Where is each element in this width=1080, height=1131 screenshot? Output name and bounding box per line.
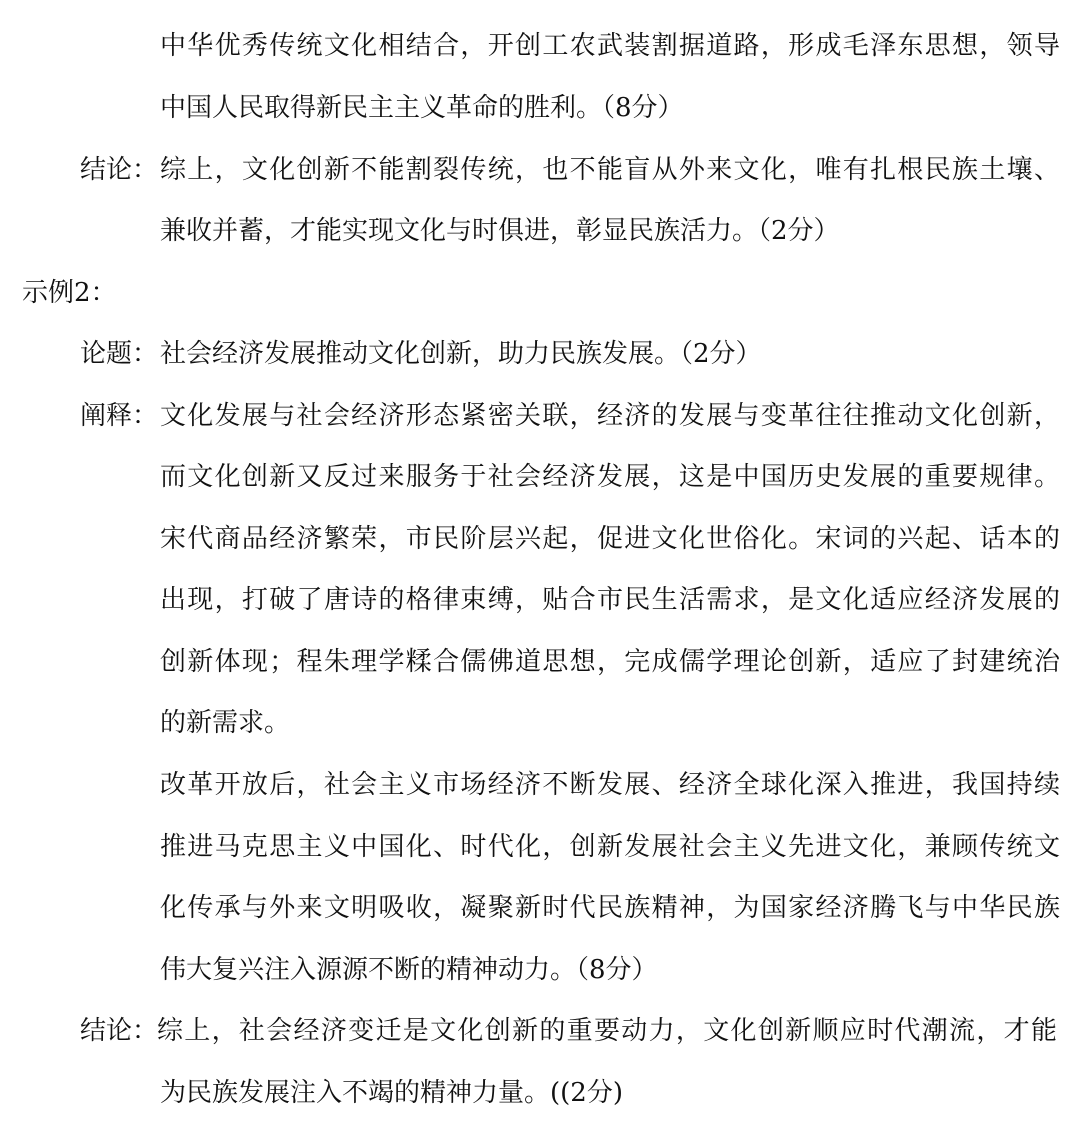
explain-text: 而文化创新又反过来服务于社会经济发展，这是中国历史发展的重要规律。 xyxy=(160,462,1060,492)
explain-label: 阐释： xyxy=(80,401,159,431)
explain-text: 伟大复兴注入源源不断的精神动力。（8分） xyxy=(160,955,658,985)
conclusion-text: 综上，社会经济变迁是文化创新的重要动力，文化创新顺应时代潮流，才能 xyxy=(157,1016,1057,1046)
explain-text: 的新需求。 xyxy=(160,708,291,738)
explain-text: 改革开放后，社会主义市场经济不断发展、经济全球化深入推进，我国持续 xyxy=(160,770,1060,800)
explain-text: 宋代商品经济繁荣，市民阶层兴起，促进文化世俗化。宋词的兴起、话本的 xyxy=(160,524,1060,554)
explain-text: 推进马克思主义中国化、时代化，创新发展社会主义先进文化，兼顾传统文 xyxy=(160,832,1060,862)
explain-text: 化传承与外来文明吸收，凝聚新时代民族精神，为国家经济腾飞与中华民族 xyxy=(160,893,1060,923)
example-heading: 示例2： xyxy=(22,278,117,308)
topic-text: 社会经济发展推动文化创新，助力民族发展。（2分） xyxy=(160,339,762,369)
explain-text: 文化发展与社会经济形态紧密关联，经济的发展与变革往往推动文化创新， xyxy=(160,401,1060,431)
conclusion-text: 为民族发展注入不竭的精神力量。((2分) xyxy=(160,1078,623,1108)
conclusion-text: 兼收并蓄，才能实现文化与时俱进，彰显民族活力。（2分） xyxy=(160,216,840,246)
argument-text: 中华优秀传统文化相结合，开创工农武装割据道路，形成毛泽东思想，领导 xyxy=(160,31,1060,61)
explain-text: 出现，打破了唐诗的格律束缚，贴合市民生活需求，是文化适应经济发展的 xyxy=(160,585,1060,615)
argument-text: 中国人民取得新民主主义革命的胜利。（8分） xyxy=(160,93,684,123)
topic-label: 论题： xyxy=(80,339,159,369)
conclusion-label: 结论： xyxy=(80,1016,159,1046)
conclusion-label: 结论： xyxy=(80,155,159,185)
explain-text: 创新体现；程朱理学糅合儒佛道思想，完成儒学理论创新，适应了封建统治 xyxy=(160,647,1060,677)
conclusion-text: 综上，文化创新不能割裂传统，也不能盲从外来文化，唯有扎根民族土壤、 xyxy=(160,155,1060,185)
